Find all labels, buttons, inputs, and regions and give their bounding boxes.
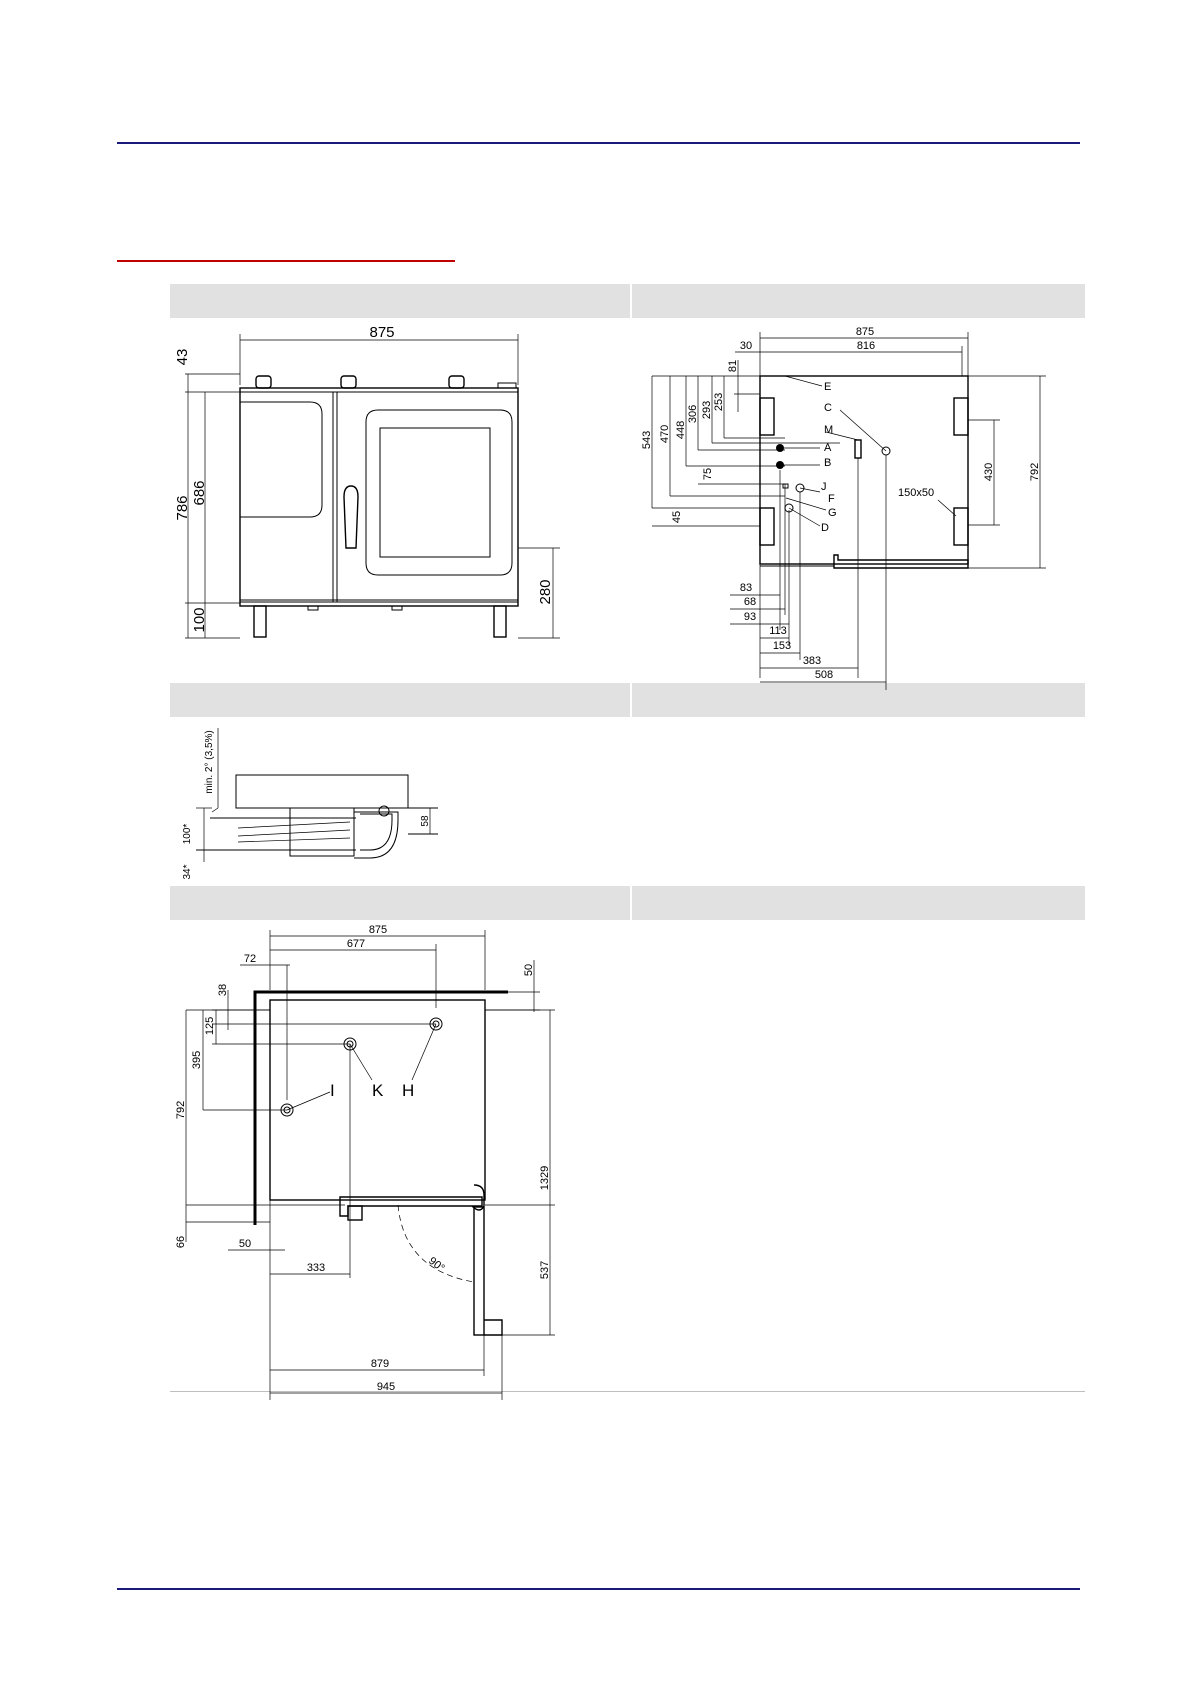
- plan-d395-label: 395: [191, 1050, 203, 1070]
- drain-h58-label: 58: [420, 815, 431, 827]
- top-h383-label: 383: [802, 655, 822, 667]
- plan-d66-label: 66: [175, 1235, 187, 1249]
- top-label-B: B: [824, 457, 832, 469]
- plan-label-H: H: [402, 1081, 415, 1100]
- plan-w879-label: 879: [370, 1358, 390, 1370]
- top-v448-label: 448: [675, 420, 687, 440]
- front-top-label: 43: [174, 348, 191, 366]
- top-v306-label: 306: [687, 404, 699, 424]
- top-feet-spacing-label: 430: [983, 462, 995, 482]
- top-v253-label: 253: [713, 392, 725, 412]
- front-width-label: 875: [369, 324, 395, 341]
- top-h153-label: 153: [772, 640, 792, 652]
- drain-h100-label: 100*: [182, 823, 193, 845]
- plan-w333-label: 333: [306, 1262, 326, 1274]
- top-width-inner-label: 816: [856, 340, 876, 352]
- top-label-M: M: [824, 424, 834, 436]
- top-label-A: A: [824, 442, 832, 454]
- front-total-height-label: 786: [174, 495, 191, 521]
- plan-d1329-label: 1329: [539, 1165, 551, 1191]
- front-door-label: 280: [537, 579, 554, 605]
- top-h83-label: 83: [739, 582, 753, 594]
- top-label-F: F: [828, 493, 835, 505]
- top-v293-label: 293: [701, 400, 713, 420]
- top-h93-label: 93: [743, 611, 757, 623]
- plan-d50-label: 50: [523, 963, 535, 977]
- top-label-G: G: [828, 507, 837, 519]
- plan-width-label: 875: [368, 924, 388, 936]
- plan-d38-label: 38: [217, 983, 229, 997]
- top-label-D: D: [821, 522, 829, 534]
- plan-d537-label: 537: [539, 1260, 551, 1280]
- plan-w50-label: 50: [238, 1238, 252, 1250]
- plan-angle-label: 90°: [426, 1254, 447, 1275]
- top-v45-label: 45: [671, 510, 683, 524]
- front-feet-height-label: 100: [191, 607, 208, 633]
- plan-w72-label: 72: [243, 953, 257, 965]
- top-depth-81-label: 81: [727, 359, 739, 373]
- top-v75-label: 75: [702, 467, 714, 481]
- top-v470-label: 470: [659, 424, 671, 444]
- plan-label-I: I: [330, 1081, 335, 1100]
- top-label-C: C: [824, 402, 832, 414]
- top-width-total-label: 875: [855, 326, 875, 338]
- plan-w945-label: 945: [376, 1381, 396, 1393]
- plan-d125-label: 125: [204, 1016, 216, 1036]
- drain-slope-label: min. 2° (3,5%): [204, 730, 215, 794]
- drain-h34-label: 34*: [182, 864, 193, 880]
- top-depth-label: 792: [1029, 462, 1041, 482]
- top-foot-size-label: 150x50: [898, 487, 935, 499]
- plan-d792-label: 792: [175, 1100, 187, 1120]
- top-v543-label: 543: [641, 430, 653, 450]
- top-label-E: E: [824, 381, 832, 393]
- plan-w677-label: 677: [346, 938, 366, 950]
- top-h113-label: 113: [769, 625, 787, 637]
- top-h68-label: 68: [743, 596, 757, 608]
- plan-label-K: K: [372, 1081, 384, 1100]
- top-label-J: J: [821, 481, 827, 493]
- top-h508-label: 508: [814, 669, 834, 681]
- front-body-height-label: 686: [191, 480, 208, 506]
- top-offset-label: 30: [739, 340, 753, 352]
